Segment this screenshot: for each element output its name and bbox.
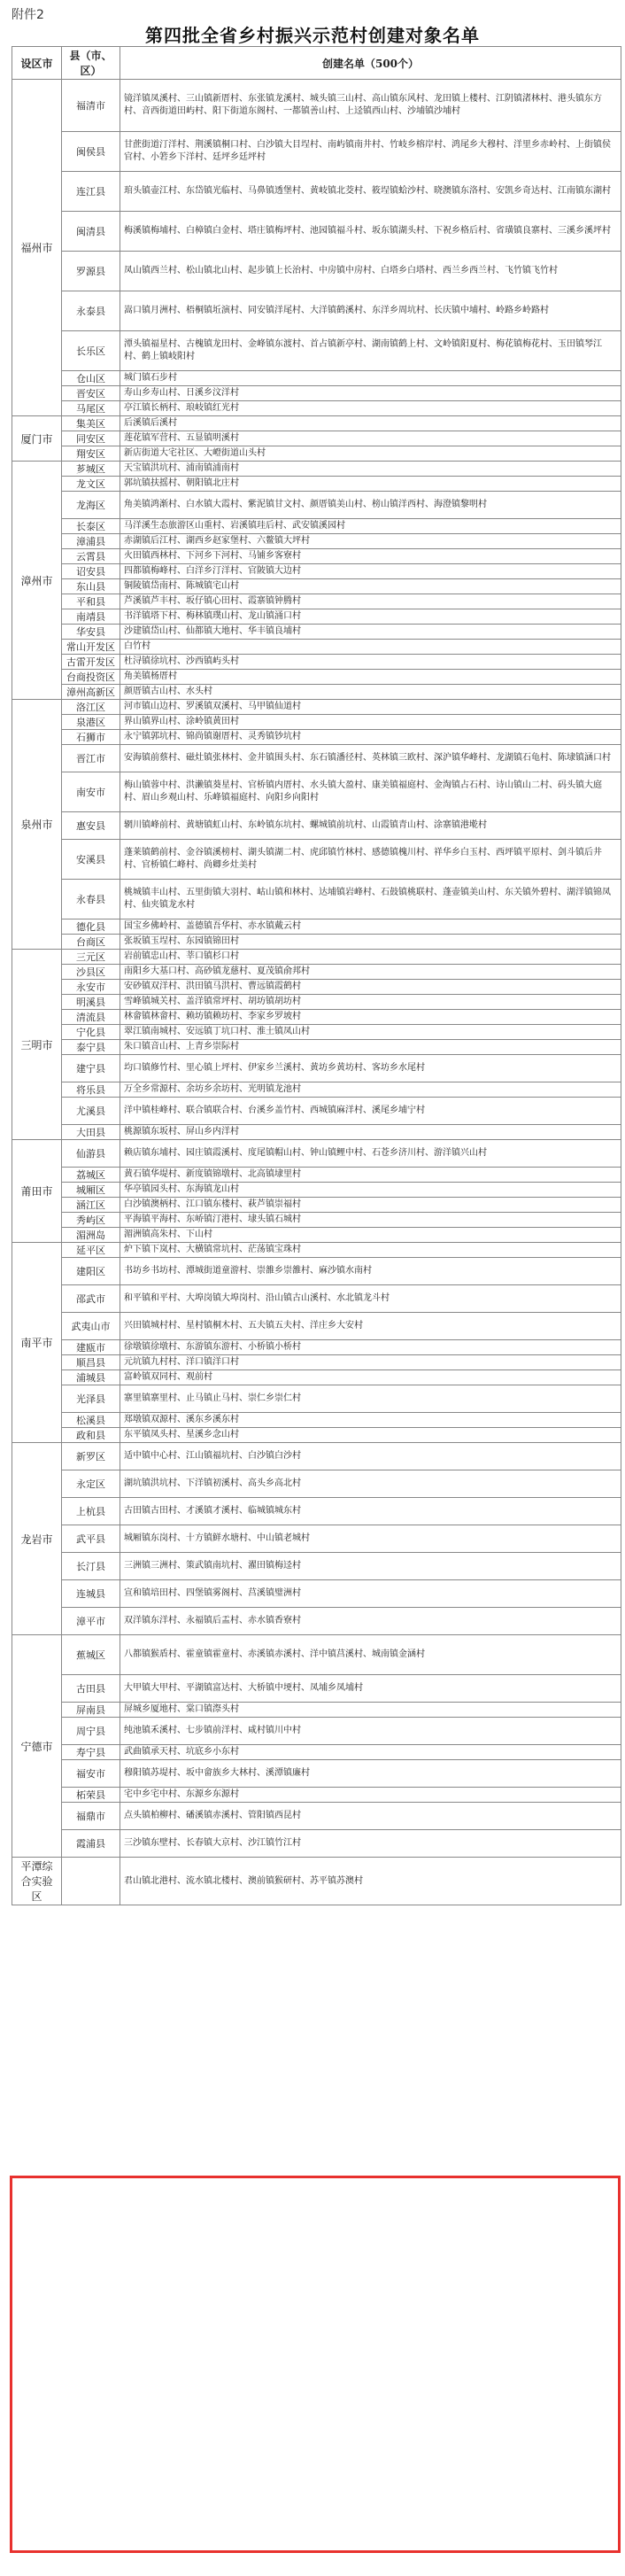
villages-cell: 大甲镇大甲村、平湖镇富达村、大桥镇中埂村、凤埔乡凤埔村 xyxy=(120,1675,621,1703)
county-cell: 长汀县 xyxy=(62,1553,120,1580)
table-row xyxy=(12,1635,621,1675)
villages-cell: 白沙镇澳柄村、江口镇东楼村、萩芦镇崇福村 xyxy=(120,1198,621,1213)
header-villages: 创建名单（500个） xyxy=(120,47,621,80)
villages-cell: 蓬莱镇鹤前村、金谷镇溪榜村、湖头镇湖二村、虎邱镇竹林村、感德镇槐川村、祥华乡白玉村、西坪镇平原村、剑斗镇后井村、官桥镇仁峰村、尚卿乡灶美村 xyxy=(120,840,621,880)
table-row xyxy=(12,880,621,919)
villages-cell: 城门镇石步村 xyxy=(120,371,621,386)
county-cell: 寿宁县 xyxy=(62,1745,120,1760)
county-cell: 宁化县 xyxy=(62,1025,120,1040)
table-row xyxy=(12,1803,621,1830)
villages-cell: 元坑镇九村村、洋口镇洋口村 xyxy=(120,1355,621,1370)
table-row xyxy=(12,1098,621,1125)
table-row xyxy=(12,519,621,534)
county-cell: 诏安县 xyxy=(62,564,120,579)
villages-cell: 适中镇中心村、江山镇福坑村、白沙镇白沙村 xyxy=(120,1443,621,1470)
county-cell: 政和县 xyxy=(62,1428,120,1443)
table-row xyxy=(12,1198,621,1213)
county-cell: 永春县 xyxy=(62,880,120,919)
county-cell: 安溪县 xyxy=(62,840,120,880)
county-cell: 德化县 xyxy=(62,919,120,935)
villages-cell: 张坂镇玉埕村、东园镇锦田村 xyxy=(120,935,621,950)
table-row xyxy=(12,625,621,640)
table-row xyxy=(12,1443,621,1470)
county-cell: 清流县 xyxy=(62,1010,120,1025)
table-row xyxy=(12,212,621,252)
county-cell: 涵江区 xyxy=(62,1198,120,1213)
villages-cell: 寿山乡寿山村、日溪乡汶洋村 xyxy=(120,386,621,401)
city-cell: 平潭综合实验区 xyxy=(12,1858,62,1905)
county-cell: 延平区 xyxy=(62,1243,120,1258)
county-cell: 龙海区 xyxy=(62,492,120,519)
villages-cell: 兴田镇城村村、星村镇桐木村、五夫镇五夫村、洋庄乡大安村 xyxy=(120,1313,621,1340)
county-cell: 建阳区 xyxy=(62,1258,120,1285)
table-row xyxy=(12,1140,621,1168)
table-row xyxy=(12,980,621,995)
table-row xyxy=(12,594,621,609)
villages-cell: 镜洋镇凤溪村、三山镇新厝村、东张镇龙溪村、城头镇三山村、高山镇东风村、龙田镇上楼村、江阴镇渚林村、港头镇东方村、音西街道田屿村、阳下街道东阁村、一都镇善山村、上迳镇西山村、沙埔镇沙埔村 xyxy=(120,80,621,132)
table-row xyxy=(12,995,621,1010)
villages-cell: 徐墩镇徐墩村、东游镇东游村、小桥镇小桥村 xyxy=(120,1340,621,1355)
city-cell: 三明市 xyxy=(12,950,62,1140)
county-cell: 尤溪县 xyxy=(62,1098,120,1125)
villages-cell: 沙建镇岱山村、仙都镇大地村、华丰镇良埔村 xyxy=(120,625,621,640)
county-cell: 武夷山市 xyxy=(62,1313,120,1340)
table-row xyxy=(12,446,621,462)
county-cell: 新罗区 xyxy=(62,1443,120,1470)
table-row xyxy=(12,1830,621,1858)
villages-cell: 铜陵镇岱南村、陈城镇宅山村 xyxy=(120,579,621,594)
table-row xyxy=(12,965,621,980)
table-row xyxy=(12,1243,621,1258)
villages-cell: 朱口镇音山村、上青乡崇际村 xyxy=(120,1040,621,1055)
villages-cell: 书洋镇塔下村、梅林镇璞山村、龙山镇涌口村 xyxy=(120,609,621,625)
table-row xyxy=(12,1183,621,1198)
table-row xyxy=(12,1553,621,1580)
table-row xyxy=(12,1040,621,1055)
table-row xyxy=(12,172,621,212)
table-row xyxy=(12,1788,621,1803)
county-cell: 荔城区 xyxy=(62,1168,120,1183)
villages-cell: 湖坑镇洪坑村、下洋镇初溪村、高头乡高北村 xyxy=(120,1470,621,1498)
table-row xyxy=(12,534,621,549)
county-cell: 常山开发区 xyxy=(62,640,120,655)
city-cell: 厦门市 xyxy=(12,416,62,462)
table-row xyxy=(12,1470,621,1498)
table-row xyxy=(12,477,621,492)
city-cell: 泉州市 xyxy=(12,700,62,950)
villages-cell: 桃源镇东坂村、屏山乡内洋村 xyxy=(120,1125,621,1140)
county-cell: 云霄县 xyxy=(62,549,120,564)
table-row xyxy=(12,715,621,730)
villages-cell: 凤山镇西兰村、松山镇北山村、起步镇上长治村、中房镇中房村、白塔乡白塔村、西兰乡西兰村、飞竹镇飞竹村 xyxy=(120,252,621,291)
county-cell: 漳平市 xyxy=(62,1608,120,1635)
villages-cell: 万全乡常源村、余坊乡余坊村、光明镇龙池村 xyxy=(120,1082,621,1098)
villages-cell: 富岭镇双同村、观前村 xyxy=(120,1370,621,1385)
villages-cell: 穆阳镇苏堤村、坂中畲族乡大林村、溪潭镇廉村 xyxy=(120,1760,621,1788)
villages-cell: 华亭镇园头村、东海镇龙山村 xyxy=(120,1183,621,1198)
county-cell: 马尾区 xyxy=(62,401,120,416)
table-row xyxy=(12,132,621,172)
county-cell: 泰宁县 xyxy=(62,1040,120,1055)
county-cell: 大田县 xyxy=(62,1125,120,1140)
villages-cell: 芦溪镇芦丰村、坂仔镇心田村、霞寨镇钟腾村 xyxy=(120,594,621,609)
village-list-table xyxy=(12,46,621,1905)
county-cell: 泉港区 xyxy=(62,715,120,730)
county-cell: 霞浦县 xyxy=(62,1830,120,1858)
villages-cell: 宅中乡宅中村、东源乡东源村 xyxy=(120,1788,621,1803)
table-row xyxy=(12,1055,621,1082)
county-cell: 顺昌县 xyxy=(62,1355,120,1370)
villages-cell: 武曲镇承天村、坑底乡小东村 xyxy=(120,1745,621,1760)
county-cell: 惠安县 xyxy=(62,812,120,840)
villages-cell: 辋川镇峰前村、黄塘镇虹山村、东岭镇东坑村、螺城镇前坑村、山霞镇青山村、涂寨镇港墘村 xyxy=(120,812,621,840)
county-cell: 闽清县 xyxy=(62,212,120,252)
county-cell: 石狮市 xyxy=(62,730,120,745)
table-row xyxy=(12,1025,621,1040)
villages-cell: 莲花镇军营村、五显镇明溪村 xyxy=(120,431,621,446)
county-cell: 南安市 xyxy=(62,772,120,812)
villages-cell: 古田镇古田村、才溪镇才溪村、临城镇城东村 xyxy=(120,1498,621,1525)
villages-cell: 城厢镇东岗村、十方镇鲜水塘村、中山镇老城村 xyxy=(120,1525,621,1553)
county-cell: 连江县 xyxy=(62,172,120,212)
villages-cell: 界山镇界山村、涂岭镇黄田村 xyxy=(120,715,621,730)
county-cell: 洛江区 xyxy=(62,700,120,715)
villages-cell: 桃城镇丰山村、五里街镇大羽村、岵山镇和林村、达埔镇岩峰村、石鼓镇桃联村、蓬壶镇美山村、东关镇外碧村、湖洋镇锦凤村、仙夹镇龙水村 xyxy=(120,880,621,919)
table-row xyxy=(12,950,621,965)
villages-cell: 点头镇柏柳村、磻溪镇赤溪村、管阳镇西昆村 xyxy=(120,1803,621,1830)
table-row xyxy=(12,462,621,477)
county-cell: 漳浦县 xyxy=(62,534,120,549)
table-row xyxy=(12,549,621,564)
table-row xyxy=(12,1718,621,1745)
table-row xyxy=(12,670,621,685)
table-row xyxy=(12,730,621,745)
table-row xyxy=(12,564,621,579)
city-cell: 漳州市 xyxy=(12,462,62,700)
villages-cell: 寨里镇寨里村、止马镇止马村、崇仁乡崇仁村 xyxy=(120,1385,621,1413)
table-row xyxy=(12,386,621,401)
table-row xyxy=(12,401,621,416)
table-row xyxy=(12,1010,621,1025)
table-row xyxy=(12,1082,621,1098)
villages-cell: 安砂镇双洋村、洪田镇马洪村、曹远镇霞鹤村 xyxy=(120,980,621,995)
city-cell: 龙岩市 xyxy=(12,1443,62,1635)
county-cell: 光泽县 xyxy=(62,1385,120,1413)
highlight-box xyxy=(10,2176,621,2553)
county-cell: 建瓯市 xyxy=(62,1340,120,1355)
county-cell: 福清市 xyxy=(62,80,120,132)
table-row xyxy=(12,371,621,386)
county-cell: 秀屿区 xyxy=(62,1213,120,1228)
table-row xyxy=(12,291,621,331)
county-cell: 龙文区 xyxy=(62,477,120,492)
county-cell: 永泰县 xyxy=(62,291,120,331)
table-row xyxy=(12,1580,621,1608)
table-row xyxy=(12,840,621,880)
table-row xyxy=(12,609,621,625)
county-cell: 永定区 xyxy=(62,1470,120,1498)
villages-cell: 屏城乡厦地村、棠口镇漈头村 xyxy=(120,1703,621,1718)
county-cell: 长泰区 xyxy=(62,519,120,534)
table-row xyxy=(12,1313,621,1340)
villages-cell: 炉下镇下岚村、大横镇常坑村、茫荡镇宝珠村 xyxy=(120,1243,621,1258)
county-cell: 同安区 xyxy=(62,431,120,446)
table-row xyxy=(12,772,621,812)
table-row xyxy=(12,1355,621,1370)
county-cell: 将乐县 xyxy=(62,1082,120,1098)
table-row xyxy=(12,492,621,519)
villages-cell: 嵩口镇月洲村、梧桐镇坵演村、同安镇洋尾村、大洋镇鹤溪村、东洋乡周坑村、长庆镇中埔村、岭路乡岭路村 xyxy=(120,291,621,331)
county-cell: 湄洲岛 xyxy=(62,1228,120,1243)
table-row xyxy=(12,1125,621,1140)
county-cell: 福鼎市 xyxy=(62,1803,120,1830)
county-cell: 长乐区 xyxy=(62,331,120,371)
county-cell: 松溪县 xyxy=(62,1413,120,1428)
county-cell: 屏南县 xyxy=(62,1703,120,1718)
table-body xyxy=(12,80,621,1905)
villages-cell: 赤湖镇后江村、湖西乡赵家堡村、六鳌镇大坪村 xyxy=(120,534,621,549)
table-row xyxy=(12,1525,621,1553)
villages-cell: 郑墩镇双源村、溪东乡溪东村 xyxy=(120,1413,621,1428)
table-row xyxy=(12,1498,621,1525)
villages-cell: 颜厝镇古山村、水头村 xyxy=(120,685,621,700)
villages-cell: 郭坑镇扶摇村、朝阳镇北庄村 xyxy=(120,477,621,492)
table-row xyxy=(12,1258,621,1285)
table-row xyxy=(12,1428,621,1443)
county-cell: 三元区 xyxy=(62,950,120,965)
county-cell: 蕉城区 xyxy=(62,1635,120,1675)
county-cell: 集美区 xyxy=(62,416,120,431)
villages-cell: 天宝镇洪坑村、浦南镇浦南村 xyxy=(120,462,621,477)
county-cell: 仙游县 xyxy=(62,1140,120,1168)
villages-cell: 安海镇前蔡村、磁灶镇张林村、金井镇围头村、东石镇潘径村、英林镇三欧村、深沪镇华峰村、龙湖镇石龟村、陈埭镇涵口村 xyxy=(120,745,621,772)
villages-cell: 东平镇凤头村、星溪乡念山村 xyxy=(120,1428,621,1443)
table-row xyxy=(12,1608,621,1635)
city-cell: 福州市 xyxy=(12,80,62,416)
county-cell: 晋安区 xyxy=(62,386,120,401)
villages-cell: 角美镇鸿渐村、白水镇大霞村、紫泥镇甘文村、颜厝镇美山村、榜山镇洋西村、海澄镇黎明村 xyxy=(120,492,621,519)
city-cell: 宁德市 xyxy=(12,1635,62,1858)
county-cell: 罗源县 xyxy=(62,252,120,291)
table-row xyxy=(12,1745,621,1760)
villages-cell: 翠江镇南城村、安远镇丁坑口村、淮土镇凤山村 xyxy=(120,1025,621,1040)
county-cell: 翔安区 xyxy=(62,446,120,462)
table-row xyxy=(12,919,621,935)
villages-cell: 火田镇西林村、下河乡下河村、马铺乡客寮村 xyxy=(120,549,621,564)
villages-cell: 三沙镇东壁村、长春镇大京村、沙江镇竹江村 xyxy=(120,1830,621,1858)
villages-cell: 宣和镇培田村、四堡镇雾阁村、莒溪镇璧洲村 xyxy=(120,1580,621,1608)
table-row xyxy=(12,252,621,291)
villages-cell: 白竹村 xyxy=(120,640,621,655)
villages-cell: 潭头镇福星村、古槐镇龙田村、金峰镇东渡村、首占镇新亭村、湖南镇鹤上村、文岭镇阳夏村、梅花镇梅花村、玉田镇琴江村、鹤上镇岐阳村 xyxy=(120,331,621,371)
villages-cell: 琯头镇壶江村、东岱镇光临村、马鼻镇透堡村、黄岐镇北茭村、筱埕镇蛤沙村、晓澳镇东洛村、安凯乡奇达村、江南镇东湖村 xyxy=(120,172,621,212)
villages-cell: 书坊乡书坊村、潭城街道童游村、崇雒乡崇雒村、麻沙镇水南村 xyxy=(120,1258,621,1285)
villages-cell: 均口镇修竹村、里心镇上坪村、伊家乡兰溪村、黄坊乡黄坊村、客坊乡水尾村 xyxy=(120,1055,621,1082)
villages-cell: 河市镇山边村、罗溪镇双溪村、马甲镇仙道村 xyxy=(120,700,621,715)
villages-cell: 纯池镇禾溪村、七步镇前洋村、咸村镇川中村 xyxy=(120,1718,621,1745)
county-cell: 周宁县 xyxy=(62,1718,120,1745)
table-row xyxy=(12,1285,621,1313)
county-cell: 芗城区 xyxy=(62,462,120,477)
table-row xyxy=(12,1858,621,1905)
table-row xyxy=(12,1168,621,1183)
county-cell: 南靖县 xyxy=(62,609,120,625)
county-cell: 古雷开发区 xyxy=(62,655,120,670)
table-header-row xyxy=(12,47,621,80)
county-cell: 台商投资区 xyxy=(62,670,120,685)
table-row xyxy=(12,431,621,446)
villages-cell: 平海镇平海村、东峤镇汀港村、埭头镇石城村 xyxy=(120,1213,621,1228)
table-row xyxy=(12,1703,621,1718)
villages-cell: 梅溪镇梅埔村、白樟镇白金村、塔庄镇梅坪村、池园镇福斗村、坂东镇湖头村、下祝乡格后村、省璜镇良寨村、三溪乡溪坪村 xyxy=(120,212,621,252)
villages-cell: 亭江镇长柄村、琅岐镇红光村 xyxy=(120,401,621,416)
villages-cell: 甘蔗街道汀洋村、荆溪镇桐口村、白沙镇大目埕村、南屿镇南井村、竹岐乡榕岸村、鸿尾乡大穆村、洋里乡赤岭村、上街镇侯官村、小箬乡下洋村、廷坪乡廷坪村 xyxy=(120,132,621,172)
county-cell: 浦城县 xyxy=(62,1370,120,1385)
villages-cell: 和平镇和平村、大埠岗镇大埠岗村、沿山镇古山溪村、水北镇龙斗村 xyxy=(120,1285,621,1313)
villages-cell: 南阳乡大基口村、高砂镇龙慈村、夏茂镇俞邦村 xyxy=(120,965,621,980)
villages-cell: 林畲镇林畲村、赖坊镇赖坊村、李家乡罗坡村 xyxy=(120,1010,621,1025)
county-cell: 华安县 xyxy=(62,625,120,640)
villages-cell: 永宁镇郭坑村、锦尚镇谢厝村、灵秀镇钞坑村 xyxy=(120,730,621,745)
county-cell: 永安市 xyxy=(62,980,120,995)
villages-cell: 湄洲镇高朱村、下山村 xyxy=(120,1228,621,1243)
attachment-label: 附件2 xyxy=(12,8,44,22)
table-row xyxy=(12,745,621,772)
table-row xyxy=(12,1228,621,1243)
table-row xyxy=(12,579,621,594)
table-row xyxy=(12,1760,621,1788)
county-cell: 闽侯县 xyxy=(62,132,120,172)
villages-cell: 角美镇杨厝村 xyxy=(120,670,621,685)
county-cell: 台商区 xyxy=(62,935,120,950)
county-cell: 沙县区 xyxy=(62,965,120,980)
table-row xyxy=(12,1213,621,1228)
table-row xyxy=(12,1370,621,1385)
villages-cell: 八都镇猴盾村、霍童镇霍童村、赤溪镇赤溪村、洋中镇莒溪村、城南镇金涵村 xyxy=(120,1635,621,1675)
table-row xyxy=(12,935,621,950)
county-cell: 柘荣县 xyxy=(62,1788,120,1803)
villages-cell: 岩前镇忠山村、莘口镇杉口村 xyxy=(120,950,621,965)
villages-cell: 杜浔镇徐坑村、沙西镇屿头村 xyxy=(120,655,621,670)
table-row xyxy=(12,331,621,371)
county-cell: 武平县 xyxy=(62,1525,120,1553)
county-cell: 上杭县 xyxy=(62,1498,120,1525)
county-cell: 明溪县 xyxy=(62,995,120,1010)
table-row xyxy=(12,80,621,132)
county-cell: 建宁县 xyxy=(62,1055,120,1082)
county-cell: 邵武市 xyxy=(62,1285,120,1313)
table-row xyxy=(12,1675,621,1703)
county-cell: 东山县 xyxy=(62,579,120,594)
table-row xyxy=(12,1413,621,1428)
villages-cell: 双洋镇东洋村、永福镇后盂村、赤水镇香寮村 xyxy=(120,1608,621,1635)
table-row xyxy=(12,1385,621,1413)
villages-cell: 马洋溪生态旅游区山重村、岩溪镇珪后村、武安镇溪园村 xyxy=(120,519,621,534)
table-row xyxy=(12,812,621,840)
county-cell: 晋江市 xyxy=(62,745,120,772)
county-cell: 福安市 xyxy=(62,1760,120,1788)
villages-cell: 洋中镇桂峰村、联合镇联合村、台溪乡盖竹村、西城镇麻洋村、溪尾乡埔宁村 xyxy=(120,1098,621,1125)
villages-cell: 四都镇梅峰村、白洋乡汀洋村、官陂镇大边村 xyxy=(120,564,621,579)
city-cell: 莆田市 xyxy=(12,1140,62,1243)
header-city: 设区市 xyxy=(12,47,62,80)
villages-cell: 国宝乡佛岭村、盖德镇吾华村、赤水镇戴云村 xyxy=(120,919,621,935)
county-cell xyxy=(62,1858,120,1905)
villages-cell: 三洲镇三洲村、策武镇南坑村、濯田镇梅迳村 xyxy=(120,1553,621,1580)
city-cell: 南平市 xyxy=(12,1243,62,1443)
table-row xyxy=(12,700,621,715)
villages-cell: 雪峰镇城关村、盖洋镇常坪村、胡坊镇胡坊村 xyxy=(120,995,621,1010)
county-cell: 仓山区 xyxy=(62,371,120,386)
table-row xyxy=(12,1340,621,1355)
table-row xyxy=(12,416,621,431)
villages-cell: 赖店镇东埔村、园庄镇霞溪村、度尾镇帽山村、钟山镇鲤中村、石苍乡济川村、游洋镇兴山村 xyxy=(120,1140,621,1168)
county-cell: 古田县 xyxy=(62,1675,120,1703)
villages-cell: 梅山镇蓉中村、洪濑镇葵星村、官桥镇内厝村、水头镇大盈村、康美镇福庭村、金淘镇占石村、诗山镇山二村、码头镇大庭村、眉山乡观山村、乐峰镇福庭村、向阳乡向阳村 xyxy=(120,772,621,812)
county-cell: 平和县 xyxy=(62,594,120,609)
villages-cell: 新店街道大宅社区、大嶝街道山头村 xyxy=(120,446,621,462)
table-row xyxy=(12,685,621,700)
county-cell: 漳州高新区 xyxy=(62,685,120,700)
page-title: 第四批全省乡村振兴示范村创建对象名单 xyxy=(145,25,480,46)
table-row xyxy=(12,655,621,670)
villages-cell: 君山镇北港村、流水镇北楼村、澳前镇猴研村、苏平镇苏澳村 xyxy=(120,1858,621,1905)
table-row xyxy=(12,640,621,655)
county-cell: 连城县 xyxy=(62,1580,120,1608)
villages-cell: 后溪镇后溪村 xyxy=(120,416,621,431)
county-cell: 城厢区 xyxy=(62,1183,120,1198)
villages-cell: 黄石镇华堤村、新度镇锦墩村、北高镇埭里村 xyxy=(120,1168,621,1183)
header-county: 县（市、区） xyxy=(62,47,120,80)
